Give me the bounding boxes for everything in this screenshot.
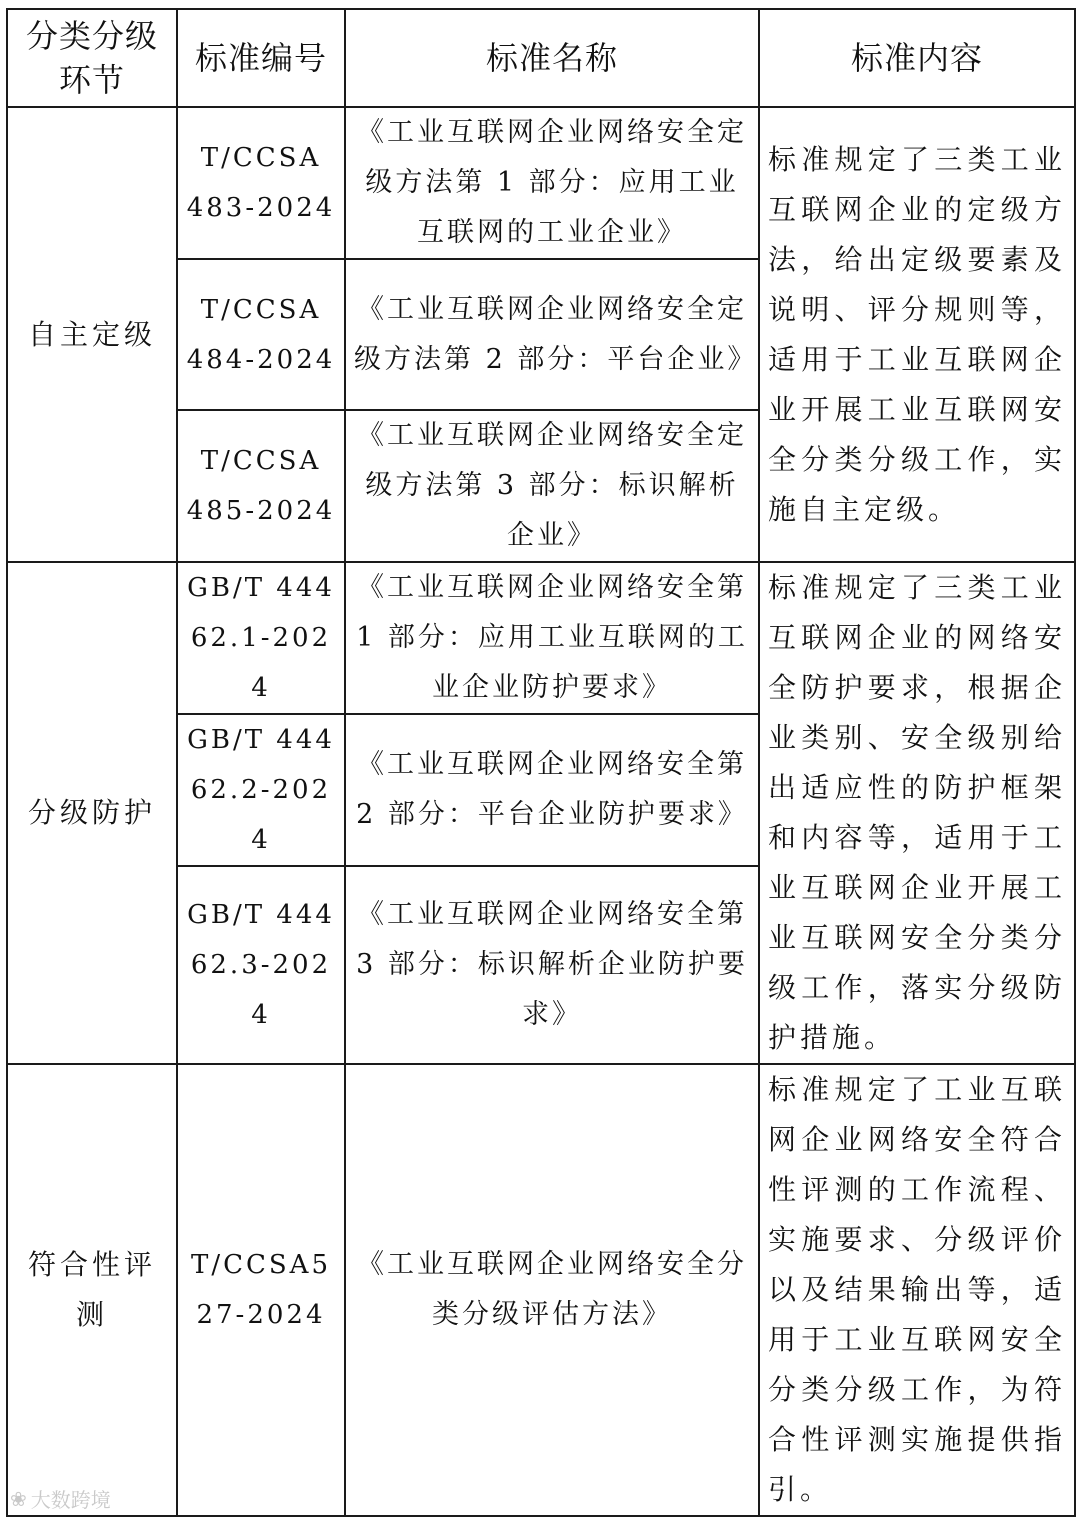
watermark-text: 大数跨境 [30, 1488, 111, 1512]
standard-code-cell: T/CCSA527-2024 [177, 1064, 345, 1516]
standard-name-cell: 《工业互联网企业网络安全定级方法第 2 部分：平台企业》 [345, 259, 759, 410]
standards-table [6, 8, 1076, 1517]
standard-code-cell: GB/T 44462.1-2024 [177, 562, 345, 714]
stage-cell: 符合性评测 [7, 1064, 177, 1516]
table-row [7, 1064, 1075, 1516]
standard-name-cell: 《工业互联网企业网络安全分类分级评估方法》 [345, 1064, 759, 1516]
standard-content-cell: 标准规定了三类工业互联网企业的网络安全防护要求，根据企业类别、安全级别给出适应性的防护框架和内容等，适用于工业互联网企业开展工业互联网安全分类分级工作，落实分级防护措施。 [759, 562, 1075, 1064]
watermark [10, 1484, 111, 1513]
standard-name-cell: 《工业互联网企业网络安全第 3 部分：标识解析企业防护要求》 [345, 866, 759, 1064]
stage-cell: 分级防护 [7, 562, 177, 1064]
table-row [7, 107, 1075, 259]
standard-content-cell: 标准规定了工业互联网企业网络安全符合性评测的工作流程、实施要求、分级评价以及结果输出等，适用于工业互联网安全分类分级工作，为符合性评测实施提供指引。 [759, 1064, 1075, 1516]
standard-code-cell: GB/T 44462.2-2024 [177, 714, 345, 866]
logo-icon: ❀ [10, 1486, 27, 1511]
standard-code-cell: T/CCSA 483-2024 [177, 107, 345, 259]
header-row [7, 9, 1075, 107]
standard-name-cell: 《工业互联网企业网络安全第 2 部分：平台企业防护要求》 [345, 714, 759, 866]
standard-code-cell: T/CCSA 485-2024 [177, 410, 345, 562]
header-name: 标准名称 [345, 9, 759, 107]
standard-name-cell: 《工业互联网企业网络安全定级方法第 3 部分：标识解析企业》 [345, 410, 759, 562]
standard-name-cell: 《工业互联网企业网络安全定级方法第 1 部分：应用工业互联网的工业企业》 [345, 107, 759, 259]
stage-cell: 自主定级 [7, 107, 177, 562]
standard-content-cell: 标准规定了三类工业互联网企业的定级方法，给出定级要素及说明、评分规则等，适用于工业互联网企业开展工业互联网安全分类分级工作，实施自主定级。 [759, 107, 1075, 562]
standard-code-cell: T/CCSA 484-2024 [177, 259, 345, 410]
table-row [7, 562, 1075, 714]
standard-name-cell: 《工业互联网企业网络安全第 1 部分：应用工业互联网的工业企业防护要求》 [345, 562, 759, 714]
header-code: 标准编号 [177, 9, 345, 107]
standard-code-cell: GB/T 44462.3-2024 [177, 866, 345, 1064]
header-content: 标准内容 [759, 9, 1075, 107]
header-stage: 分类分级环节 [7, 9, 177, 107]
